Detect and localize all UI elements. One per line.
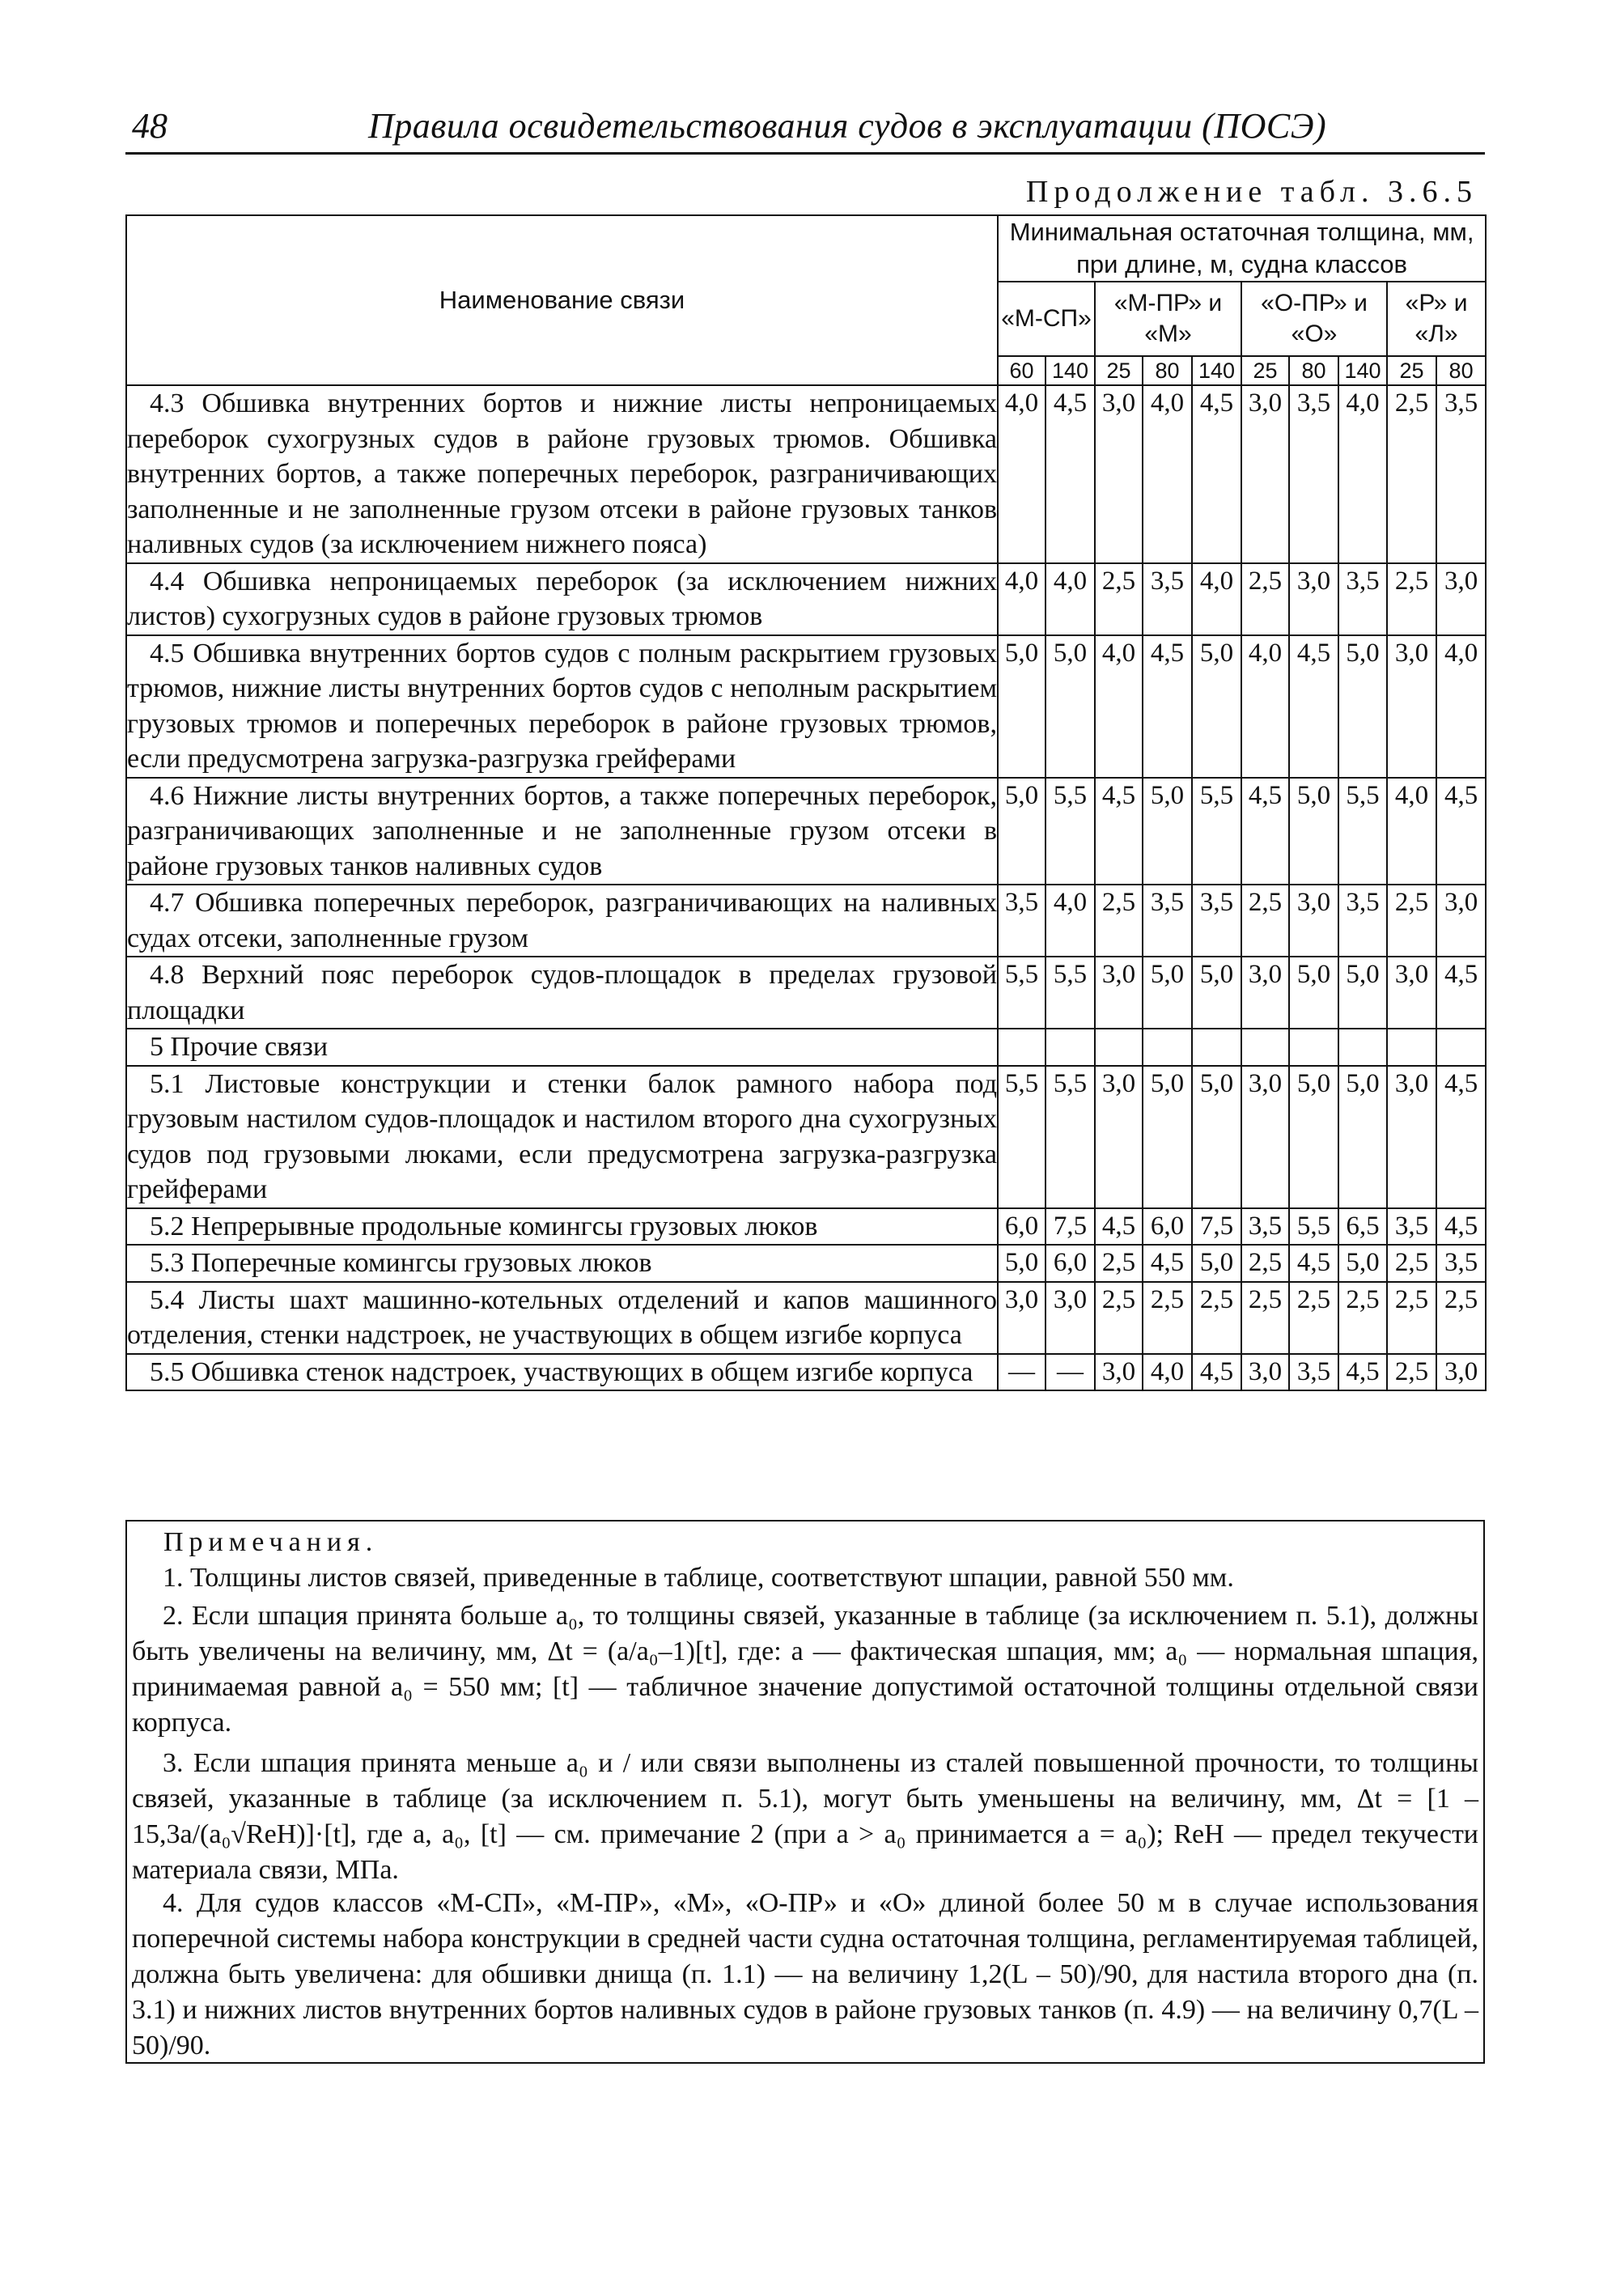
row-name [126, 1245, 998, 1282]
running-title: Правила освидетельствования судов в эксплуатации (ПОСЭ) [368, 106, 1327, 146]
table-continuation-label: Продолжение табл. 3.6.5 [1025, 175, 1478, 209]
thickness-value: 4,5 [1289, 635, 1338, 778]
thickness-value: 5,0 [1192, 1066, 1241, 1208]
thickness-value: 5,0 [1338, 635, 1387, 778]
thickness-value: 3,0 [1095, 385, 1143, 563]
thickness-value: 3,0 [1289, 563, 1338, 635]
thickness-value: 3,5 [1387, 1208, 1436, 1246]
thickness-value: 7,5 [1192, 1208, 1241, 1246]
table-row [126, 778, 1486, 885]
row-name [126, 885, 998, 957]
note-2: 2. Если шпация принята больше a₀, то толщины связей, указанные в таблице (за исключением п. 5.1), должны быть увеличены на величину, мм, Δt = (a/a₀–1)[t], где: a — фактическая шпация, мм; a₀ — нормальная шпация, принимаемая равной a₀ = 550 мм; [t] — табличное значение допустимой остаточной толщины отдельной связи корпуса. [132, 1601, 1478, 1738]
row-name [126, 1208, 998, 1246]
class-header-r-l: «Р» и «Л» [1387, 282, 1486, 356]
thickness-value: 3,5 [1241, 1208, 1289, 1246]
thickness-value: 3,0 [1436, 1354, 1486, 1391]
thickness-value: 5,0 [1192, 635, 1241, 778]
thickness-value: 3,5 [1143, 885, 1192, 957]
table-row [126, 1282, 1486, 1354]
row-name-text: 5.4 Листы шахт машинно-котельных отделений и капов машинного отделения, стенки надстроек, не участвующих в общем изгибе корпуса [127, 1284, 997, 1350]
thickness-value: 3,0 [1241, 1354, 1289, 1391]
thickness-value: 4,5 [1436, 1066, 1486, 1208]
thickness-value: 2,5 [1387, 1245, 1436, 1282]
notes-title: Примечания. [163, 1527, 379, 1557]
thickness-value: 5,0 [1338, 1066, 1387, 1208]
thickness-value: 5,0 [1143, 778, 1192, 885]
thickness-value: 3,0 [1289, 885, 1338, 957]
thickness-value: 4,0 [1143, 1354, 1192, 1391]
thickness-value: 3,0 [1387, 635, 1436, 778]
thickness-value: 4,5 [1143, 635, 1192, 778]
row-name-text: 5.5 Обшивка стенок надстроек, участвующих в общем изгибе корпуса [150, 1356, 973, 1387]
thickness-value [1338, 1029, 1387, 1066]
thickness-value: 5,5 [1046, 778, 1095, 885]
thickness-value: 6,0 [1143, 1208, 1192, 1246]
table-row [126, 385, 1486, 563]
thickness-value: 5,5 [1046, 957, 1095, 1029]
row-name-text: 4.4 Обшивка непроницаемых переборок (за исключением нижних листов) сухогрузных судов в районе грузовых трюмов [127, 566, 997, 631]
table-row [126, 885, 1486, 957]
thickness-value: 3,0 [1046, 1282, 1095, 1354]
thickness-value: 2,5 [1338, 1282, 1387, 1354]
notes-section [125, 1520, 1485, 2064]
thickness-value: 5,0 [1192, 957, 1241, 1029]
thickness-value: 6,5 [1338, 1208, 1387, 1246]
thickness-value: 2,5 [1387, 385, 1436, 563]
thickness-value [1436, 1029, 1486, 1066]
length-header: 60 [998, 356, 1046, 385]
name-column-header: Наименование связи [126, 215, 998, 385]
row-name [126, 1029, 998, 1066]
thickness-value: 4,5 [1095, 778, 1143, 885]
table-row [126, 1029, 1486, 1066]
thickness-value [1289, 1029, 1338, 1066]
thickness-value: 2,5 [1095, 563, 1143, 635]
thickness-value: 6,0 [998, 1208, 1046, 1246]
thickness-value: 4,5 [1143, 1245, 1192, 1282]
thickness-value [1387, 1029, 1436, 1066]
row-name [126, 1282, 998, 1354]
thickness-value: 2,5 [1241, 885, 1289, 957]
row-name-text: 4.5 Обшивка внутренних бортов судов с полным раскрытием грузовых трюмов, нижние листы внутренних бортов судов с неполным раскрытием грузовых трюмов и поперечных переборок в районе грузовых трюмов, если предусмотрена загрузка-разгрузка грейферами [127, 638, 997, 774]
note-3: 3. Если шпация принята меньше a₀ и / или связи выполнены из сталей повышенной прочности, то толщины связей, указанные в таблице (за исключением п. 5.1), могут быть уменьшены на величину, мм, Δt = [1 – 15,3a/(a₀√ReH)]·[t], где a, a₀, [t] — см. примечание 2 (при a > a₀ принимается a = a₀); ReH — предел текучести материала связи, МПа. [132, 1748, 1478, 1885]
length-header: 25 [1387, 356, 1436, 385]
thickness-value: 4,5 [1095, 1208, 1143, 1246]
row-name-text: 5.3 Поперечные комингсы грузовых люков [150, 1248, 652, 1278]
thickness-value: 3,0 [1241, 385, 1289, 563]
thickness-value: 3,0 [1095, 957, 1143, 1029]
class-header-o-pr-o: «О-ПР» и «О» [1241, 282, 1387, 356]
thickness-value: 3,5 [1289, 385, 1338, 563]
thickness-value: 4,0 [1095, 635, 1143, 778]
thickness-value: 6,0 [1046, 1245, 1095, 1282]
thickness-value: 3,0 [1387, 957, 1436, 1029]
table-row [126, 1066, 1486, 1208]
thickness-value: 4,5 [1436, 957, 1486, 1029]
thickness-value [1192, 1029, 1241, 1066]
thickness-value: 3,0 [1436, 563, 1486, 635]
row-name [126, 1066, 998, 1208]
thickness-value: 4,5 [1241, 778, 1289, 885]
thickness-value: 2,5 [1241, 1245, 1289, 1282]
table-row [126, 563, 1486, 635]
thickness-table [125, 214, 1487, 1391]
thickness-value: 5,5 [1046, 1066, 1095, 1208]
thickness-value [1046, 1029, 1095, 1066]
table-row [126, 1208, 1486, 1246]
row-name-text: 5.2 Непрерывные продольные комингсы грузовых люков [150, 1211, 818, 1241]
thickness-value: 3,5 [1436, 1245, 1486, 1282]
thickness-value: 3,0 [1436, 885, 1486, 957]
thickness-value: 3,0 [998, 1282, 1046, 1354]
thickness-value: 3,5 [1436, 385, 1486, 563]
thickness-value: 2,5 [1387, 1354, 1436, 1391]
thickness-value: 5,5 [998, 1066, 1046, 1208]
thickness-value: 3,0 [1241, 1066, 1289, 1208]
table-row [126, 957, 1486, 1029]
class-header-m-pr-m: «М-ПР» и «М» [1095, 282, 1241, 356]
thickness-value: 4,0 [1192, 563, 1241, 635]
note-4: 4. Для судов классов «М-СП», «М-ПР», «М», «О-ПР» и «О» длиной более 50 м в случае использования поперечной системы набора конструкции в средней части судна остаточная толщина, регламентируемая таблицей, должна быть увеличена: для обшивки днища (п. 1.1) — на величину 1,2(L – 50)/90, для настила второго дна (п. 3.1) и нижних листов внутренних бортов наливных судов в районе грузовых танков (п. 4.9) — на величину 0,7(L – 50)/90. [132, 1888, 1478, 2060]
thickness-value: — [998, 1354, 1046, 1391]
row-name [126, 778, 998, 885]
thickness-value: 4,0 [1241, 635, 1289, 778]
thickness-value: 5,0 [1289, 1066, 1338, 1208]
thickness-value: 3,0 [1241, 957, 1289, 1029]
thickness-value: 5,0 [998, 778, 1046, 885]
thickness-value: 4,0 [1338, 385, 1387, 563]
thickness-value: 5,0 [1289, 957, 1338, 1029]
thickness-value: 2,5 [1387, 885, 1436, 957]
thickness-value: 3,0 [1095, 1354, 1143, 1391]
thickness-value: 5,0 [1143, 957, 1192, 1029]
thickness-value: 2,5 [1387, 1282, 1436, 1354]
thickness-value: 4,5 [1436, 1208, 1486, 1246]
thickness-value: 3,5 [1289, 1354, 1338, 1391]
thickness-value: 3,5 [1338, 885, 1387, 957]
length-header: 140 [1192, 356, 1241, 385]
row-name [126, 385, 998, 563]
thickness-value: 2,5 [1436, 1282, 1486, 1354]
thickness-value: 4,0 [998, 563, 1046, 635]
thickness-value [1241, 1029, 1289, 1066]
length-header: 80 [1289, 356, 1338, 385]
thickness-value [1143, 1029, 1192, 1066]
length-header: 80 [1436, 356, 1486, 385]
thickness-value: 4,5 [1046, 385, 1095, 563]
thickness-value: 5,0 [998, 1245, 1046, 1282]
thickness-value: 5,0 [1338, 957, 1387, 1029]
table-row [126, 635, 1486, 778]
thickness-value: 4,0 [998, 385, 1046, 563]
thickness-value: 3,5 [998, 885, 1046, 957]
thickness-value: 3,5 [1192, 885, 1241, 957]
thickness-value: 4,5 [1289, 1245, 1338, 1282]
thickness-value: 2,5 [1387, 563, 1436, 635]
thickness-value: 5,5 [1338, 778, 1387, 885]
thickness-value: 4,5 [1436, 778, 1486, 885]
thickness-value: 5,5 [1192, 778, 1241, 885]
thickness-value: 4,0 [1387, 778, 1436, 885]
thickness-value: 5,0 [998, 635, 1046, 778]
thickness-value: 5,0 [1143, 1066, 1192, 1208]
class-header-m-sp: «М-СП» [998, 282, 1095, 356]
thickness-value: 2,5 [1143, 1282, 1192, 1354]
row-name-text: 4.3 Обшивка внутренних бортов и нижние листы непроницаемых переборок сухогрузных судов в районе грузовых трюмов. Обшивка внутренних бортов, а также поперечных переборок, разграничивающих заполненные и не заполненные грузом отсеки в районе грузовых танков наливных судов (за исключением нижнего пояса) [127, 388, 997, 559]
length-header: 140 [1046, 356, 1095, 385]
thickness-value: 5,5 [998, 957, 1046, 1029]
thickness-value: 7,5 [1046, 1208, 1095, 1246]
row-name-text: 4.8 Верхний пояс переборок судов-площадок в пределах грузовой площадки [127, 960, 997, 1025]
thickness-value: 4,0 [1046, 563, 1095, 635]
thickness-value: 5,0 [1289, 778, 1338, 885]
row-name-text: 4.6 Нижние листы внутренних бортов, а также поперечных переборок, разграничивающих заполненные и не заполненные грузом отсеки в районе грузовых танков наливных судов [127, 780, 997, 881]
row-name-text: 5 Прочие связи [150, 1032, 329, 1062]
thickness-value: 4,5 [1192, 385, 1241, 563]
thickness-value: 4,0 [1436, 635, 1486, 778]
thickness-group-header: Минимальная остаточная толщина, мм, при длине, м, судна классов [998, 215, 1486, 282]
thickness-value: 2,5 [1095, 1245, 1143, 1282]
thickness-value: 3,0 [1095, 1066, 1143, 1208]
row-name-text: 5.1 Листовые конструкции и стенки балок рамного набора под грузовым настилом судов-площадок и настилом второго дна сухогрузных судов под грузовыми люками, если предусмотрена загрузка-разгрузка грейферами [127, 1068, 997, 1204]
thickness-value [1095, 1029, 1143, 1066]
thickness-value: 5,0 [1046, 635, 1095, 778]
thickness-value: 3,5 [1338, 563, 1387, 635]
row-name [126, 563, 998, 635]
row-name [126, 957, 998, 1029]
thickness-value: 4,5 [1338, 1354, 1387, 1391]
thickness-value: — [1046, 1354, 1095, 1391]
table-row [126, 1354, 1486, 1391]
thickness-value: 2,5 [1241, 563, 1289, 635]
thickness-value: 2,5 [1095, 1282, 1143, 1354]
length-header: 25 [1095, 356, 1143, 385]
thickness-value: 2,5 [1192, 1282, 1241, 1354]
length-header: 80 [1143, 356, 1192, 385]
thickness-value: 4,0 [1143, 385, 1192, 563]
page-header [125, 104, 1485, 155]
thickness-value [998, 1029, 1046, 1066]
thickness-value: 2,5 [1095, 885, 1143, 957]
thickness-value: 3,5 [1143, 563, 1192, 635]
thickness-value: 2,5 [1241, 1282, 1289, 1354]
thickness-value: 2,5 [1289, 1282, 1338, 1354]
table-row [126, 1245, 1486, 1282]
thickness-value: 5,0 [1338, 1245, 1387, 1282]
thickness-value: 4,5 [1192, 1354, 1241, 1391]
row-name [126, 635, 998, 778]
row-name-text: 4.7 Обшивка поперечных переборок, разграничивающих на наливных судах отсеки, заполненные грузом [127, 888, 997, 953]
length-header: 140 [1338, 356, 1387, 385]
row-name [126, 1354, 998, 1391]
thickness-value: 3,0 [1387, 1066, 1436, 1208]
thickness-value: 5,0 [1192, 1245, 1241, 1282]
thickness-value: 4,0 [1046, 885, 1095, 957]
page-number: 48 [132, 106, 168, 146]
length-header: 25 [1241, 356, 1289, 385]
thickness-value: 5,5 [1289, 1208, 1338, 1246]
note-1: 1. Толщины листов связей, приведенные в таблице, соответствуют шпации, равной 550 мм. [163, 1563, 1234, 1593]
